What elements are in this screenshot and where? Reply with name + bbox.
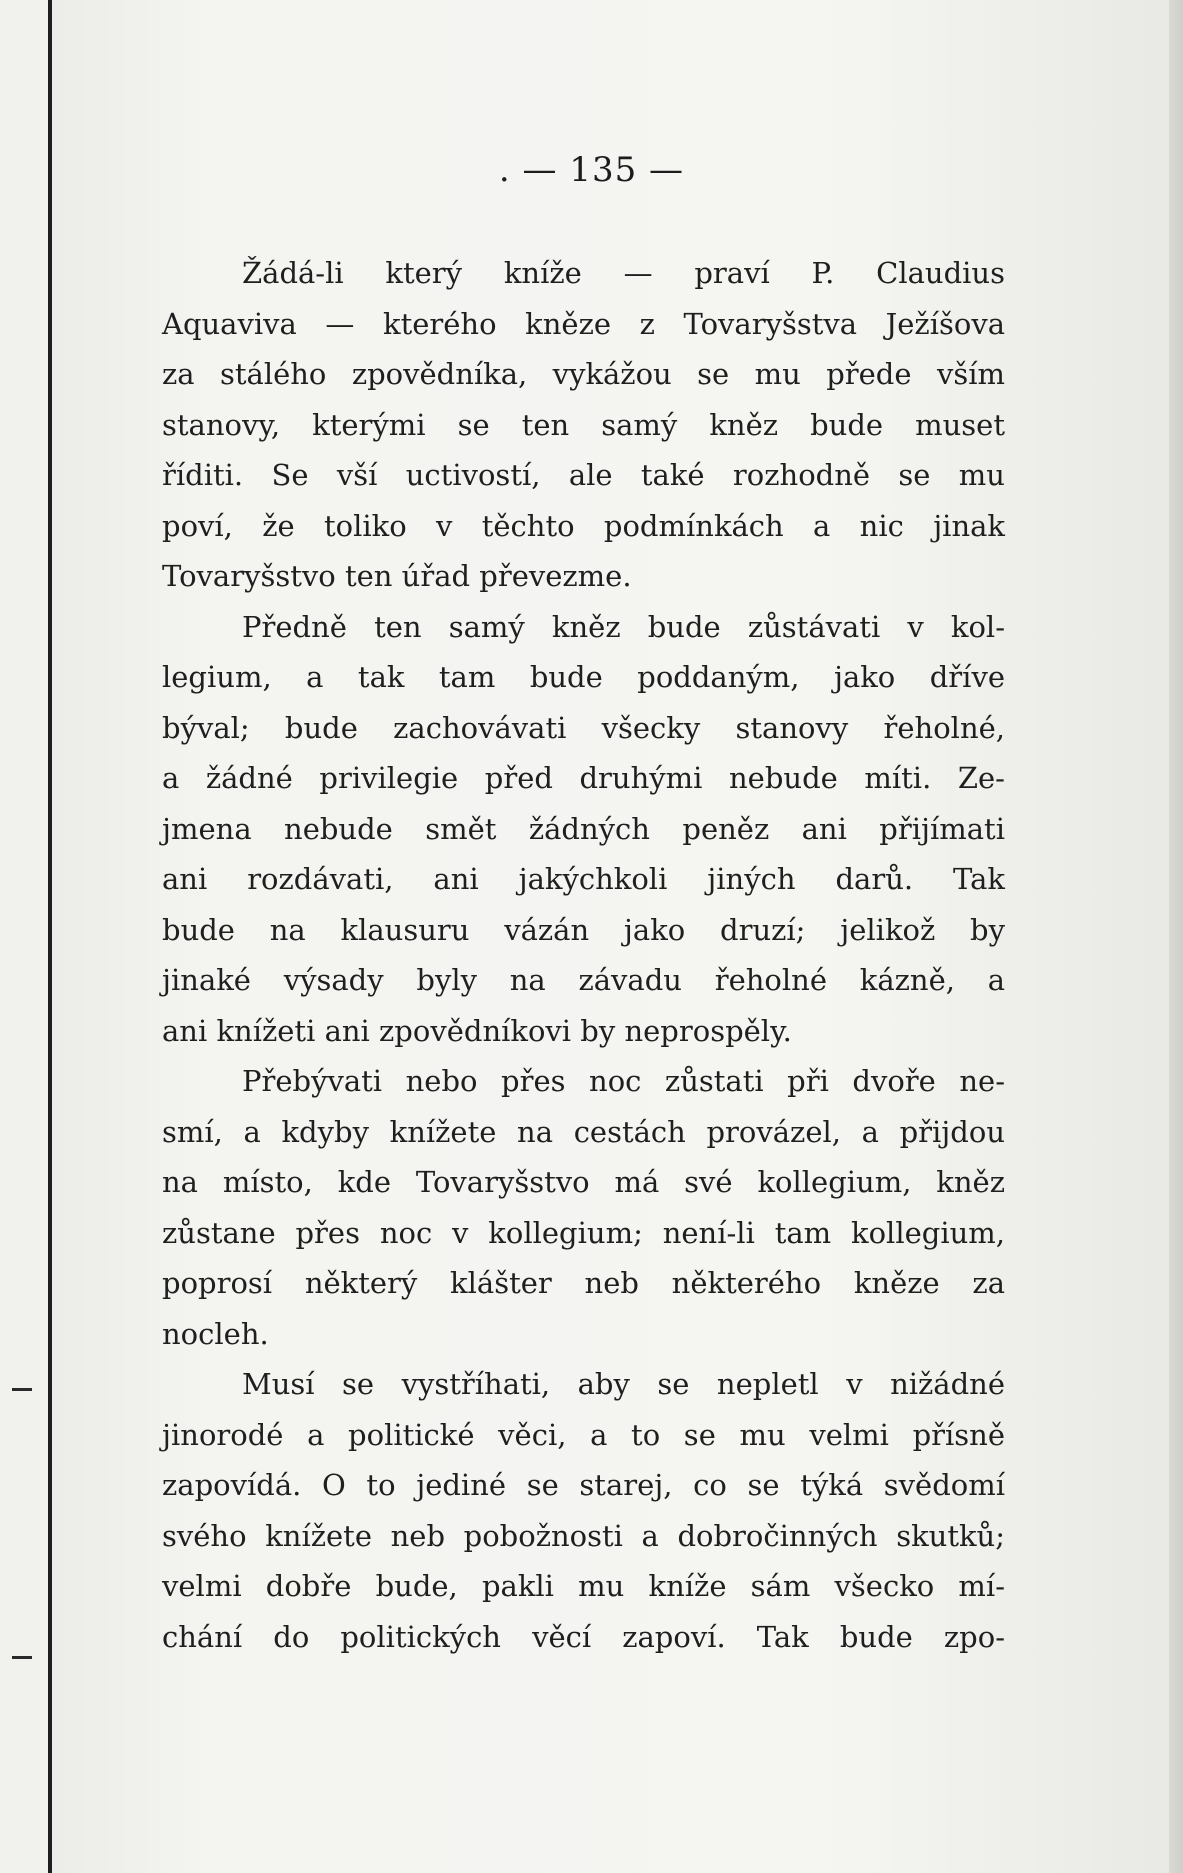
page-number: . — 135 — <box>498 150 685 190</box>
gutter-mark <box>12 1656 32 1659</box>
page-gutter <box>0 0 52 1873</box>
paragraph-4 <box>162 1359 1005 1662</box>
text-line: Přebývati nebo přes noc zůstati při dvoře ne- <box>242 1064 1005 1098</box>
text-line: Žádá-li který kníže — praví P. Claudius <box>242 256 1005 290</box>
text-line: poví, že toliko v těchto podmínkách a nic jinak <box>162 508 1005 543</box>
text-line: zapovídá. O to jediné se starej, co se týká svědomí <box>162 1468 1005 1502</box>
paragraph-1 <box>162 248 1005 602</box>
text-line: nocleh. <box>162 1316 269 1351</box>
text-line: poprosí některý klášter neb některého kněze za <box>162 1266 1005 1300</box>
text-line: na místo, kde Tovaryšstvo má své kollegium, kněz <box>162 1165 1005 1199</box>
text-line: říditi. Se vší uctivostí, ale také rozhodně se mu <box>162 458 1005 492</box>
text-line: Aquaviva — kterého kněze z Tovaryšstva Ježíšova <box>162 306 1005 341</box>
text-line: ani knížeti ani zpovědníkovi by neprospěly. <box>162 1013 792 1048</box>
text-line: zůstane přes noc v kollegium; není-li tam kollegium, <box>162 1215 1005 1250</box>
text-line: býval; bude zachovávati všecky stanovy řeholné, <box>162 710 1005 745</box>
text-line: chání do politických věcí zapoví. Tak bude zpo- <box>162 1619 1005 1654</box>
body-text <box>162 248 1005 1662</box>
text-line: jinaké výsady byly na závadu řeholné kázně, a <box>162 963 1005 997</box>
text-line: a žádné privilegie před druhými nebude míti. Ze- <box>162 761 1005 795</box>
text-line: za stálého zpovědníka, vykážou se mu přede vším <box>162 357 1005 391</box>
text-line: bude na klausuru vázán jako druzí; jelikož by <box>162 912 1005 947</box>
text-line: legium, a tak tam bude poddaným, jako dříve <box>162 660 1005 694</box>
paragraph-2 <box>162 602 1005 1057</box>
paragraph-3 <box>162 1056 1005 1359</box>
text-line: jmena nebude smět žádných peněz ani přijímati <box>162 811 1005 846</box>
text-line: ani rozdávati, ani jakýchkoli jiných darů. Tak <box>162 862 1005 896</box>
page-edge-shadow <box>1169 0 1183 1873</box>
text-line: velmi dobře bude, pakli mu kníže sám všecko mí- <box>162 1569 1005 1603</box>
text-line: Tovaryšstvo ten úřad převezme. <box>162 559 632 593</box>
text-line: stanovy, kterými se ten samý kněz bude muset <box>162 407 1005 442</box>
text-line: jinorodé a politické věci, a to se mu velmi přísně <box>162 1417 1005 1452</box>
text-line: Musí se vystříhati, aby se nepletl v nižádné <box>242 1367 1005 1401</box>
text-line: svého knížete neb pobožnosti a dobročinných skutků; <box>162 1518 1005 1553</box>
text-line: smí, a kdyby knížete na cestách provázel, a přijdou <box>162 1114 1005 1149</box>
gutter-mark <box>12 1388 32 1391</box>
text-line: Předně ten samý kněz bude zůstávati v kol- <box>242 609 1005 644</box>
